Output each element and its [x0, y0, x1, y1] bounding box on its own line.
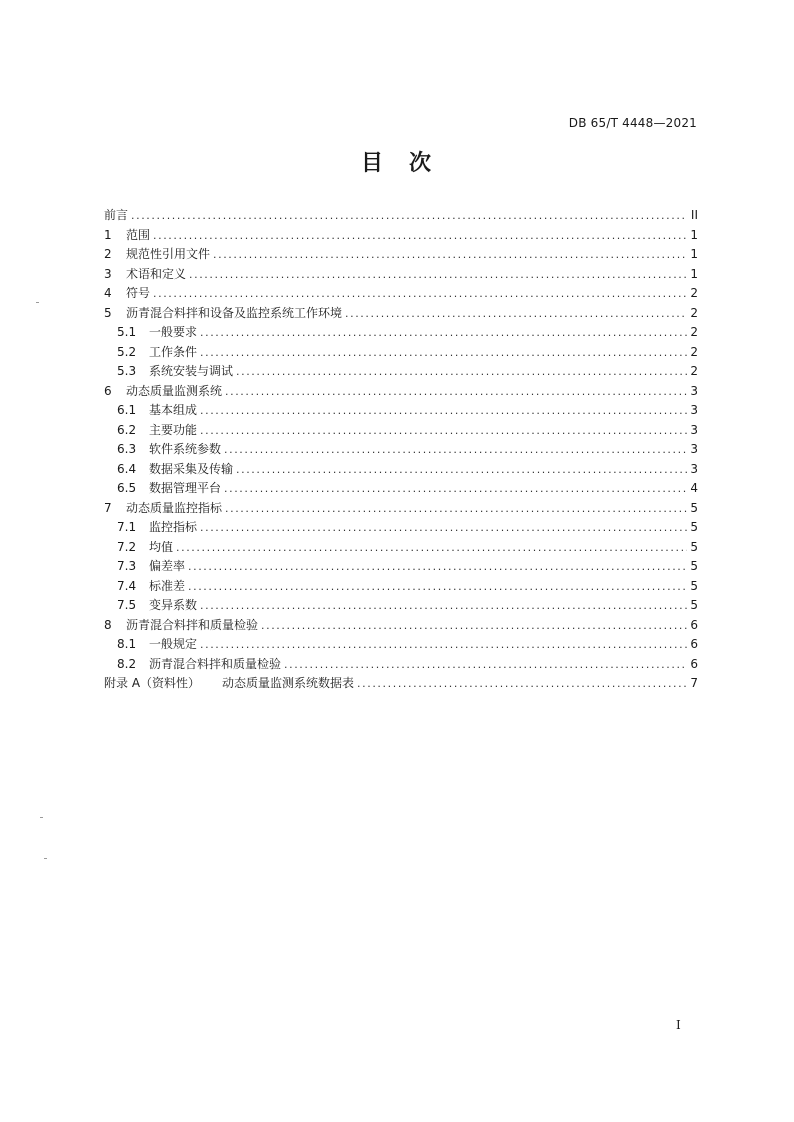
toc-entry-page: 2 [690, 344, 698, 359]
dot-leader [200, 596, 687, 616]
toc-entry-number: 4 [104, 286, 112, 300]
toc-entry-7-5[interactable] [104, 596, 698, 616]
toc-entry-label: 术语和定义 [126, 266, 187, 281]
dot-leader [213, 245, 687, 265]
toc-entry-label: 软件系统参数 [149, 442, 222, 456]
toc-entry-number: 6.5 [117, 481, 137, 495]
toc-entry-number: 5.1 [117, 325, 137, 339]
toc-entry-label: 沥青混合料拌和质量检验 [126, 617, 259, 632]
toc-entry-page: 6 [690, 656, 698, 671]
toc-entry-page: 7 [690, 676, 698, 690]
toc-entry-5-1[interactable] [104, 323, 698, 343]
toc-entry-number: 7.2 [117, 539, 137, 554]
toc-entry-label: 工作条件 [149, 344, 198, 359]
toc-entry-number: 6 [104, 383, 112, 398]
dot-leader [200, 421, 687, 441]
dot-leader [153, 284, 687, 304]
toc-entry-6[interactable] [104, 382, 698, 402]
dot-leader [284, 655, 687, 675]
toc-entry-label: 偏差率 [149, 559, 186, 573]
toc-entry-appendix-a[interactable] [104, 674, 698, 694]
toc-entry-number: 6.1 [117, 403, 137, 417]
toc-entry-number: 7 [104, 500, 112, 515]
toc-entry-7-2[interactable] [104, 538, 698, 558]
dot-leader [200, 323, 687, 343]
toc-entry-8[interactable] [104, 616, 698, 636]
toc-entry-page: 2 [690, 305, 698, 320]
dot-leader [225, 382, 687, 402]
toc-entry-label: 系统安装与调试 [149, 364, 234, 378]
toc-entry-number: 8.2 [117, 656, 137, 671]
toc-entry-8-1[interactable] [104, 635, 698, 655]
toc-entry-number: 6.3 [117, 442, 137, 456]
toc-entry-5-2[interactable] [104, 343, 698, 363]
toc-entry-page: 5 [690, 500, 698, 515]
toc-entry-6-1[interactable] [104, 401, 698, 421]
toc-entry-8-2[interactable] [104, 655, 698, 675]
dot-leader [357, 674, 687, 694]
toc-entry-page: 3 [690, 403, 698, 417]
dot-leader [200, 343, 687, 363]
toc-entry-number: 5.3 [117, 364, 137, 378]
dot-leader [225, 499, 687, 519]
toc-entry-number: 8 [104, 617, 112, 632]
toc-entry-page: 5 [690, 578, 698, 593]
dot-leader [176, 538, 687, 558]
toc-entry-page: 1 [690, 266, 698, 281]
toc-entry-4[interactable] [104, 284, 698, 304]
toc-entry-label: 沥青混合料拌和质量检验 [149, 656, 282, 671]
toc-entry-label: 规范性引用文件 [126, 247, 211, 261]
document-code: DB 65/T 4448—2021 [568, 116, 697, 130]
toc-entry-number: 2 [104, 247, 112, 261]
dot-leader [153, 226, 687, 246]
dot-leader [224, 440, 687, 460]
toc-entry-7-3[interactable] [104, 557, 698, 577]
toc-entry-number: 1 [104, 227, 112, 242]
scan-speck [36, 302, 39, 303]
toc-entry-page: 2 [690, 286, 698, 300]
toc-entry-label: 数据采集及传输 [149, 461, 234, 476]
toc-entry-number: 6.4 [117, 461, 137, 476]
dot-leader [345, 304, 687, 324]
toc-entry-page: 6 [690, 637, 698, 651]
toc-entry-6-5[interactable] [104, 479, 698, 499]
toc-entry-page: 5 [690, 559, 698, 573]
toc-entry-page: 5 [690, 539, 698, 554]
toc-entry-label: 一般要求 [149, 325, 198, 339]
toc-entry-5[interactable] [104, 304, 698, 324]
toc-entry-label: 动态质量监控指标 [126, 500, 223, 515]
toc-entry-page: 3 [690, 442, 698, 456]
toc-entry-6-2[interactable] [104, 421, 698, 441]
toc-entry-7-1[interactable] [104, 518, 698, 538]
toc-entry-number: 7.4 [117, 578, 137, 593]
toc-entry-7[interactable] [104, 499, 698, 519]
toc-entry-number: 5 [104, 305, 112, 320]
toc-entry-number: 6.2 [117, 422, 137, 437]
toc-entry-label: 动态质量监测系统 [126, 383, 223, 398]
toc-entry-2[interactable] [104, 245, 698, 265]
toc-entry-page: 1 [690, 227, 698, 242]
toc-entry-page: 1 [690, 247, 698, 261]
dot-leader [131, 206, 687, 226]
toc-entry-number: 3 [104, 266, 112, 281]
toc-entry-page: II [690, 208, 698, 222]
toc-entry-number: 5.2 [117, 344, 137, 359]
toc-entry-label: 监控指标 [149, 520, 198, 534]
toc-entry-page: 3 [690, 422, 698, 437]
toc-entry-label: 标准差 [149, 578, 186, 593]
toc-entry-5-3[interactable] [104, 362, 698, 382]
toc-entry-number: 7.5 [117, 598, 137, 612]
toc-entry-label: 沥青混合料拌和设备及监控系统工作环境 [126, 305, 343, 320]
page-number: I [676, 1018, 681, 1032]
toc-entry-page: 5 [690, 598, 698, 612]
toc-entry-page: 3 [690, 383, 698, 398]
toc-entry-label: 基本组成 [149, 403, 198, 417]
toc-entry-6-3[interactable] [104, 440, 698, 460]
toc-entry-page: 2 [690, 325, 698, 339]
toc-entry-page: 6 [690, 617, 698, 632]
page-title: 目 次 [360, 151, 433, 176]
scan-speck [44, 858, 47, 859]
toc-entry-label: 范围 [126, 227, 151, 242]
dot-leader [200, 518, 687, 538]
toc-entry-label: 动态质量监测系统数据表 [222, 676, 355, 690]
appendix-prefix: 附录 A（资料性） [104, 676, 201, 690]
toc-entry-label: 数据管理平台 [149, 481, 222, 495]
dot-leader [224, 479, 687, 499]
toc-entry-label: 符号 [126, 286, 151, 300]
dot-leader [189, 265, 687, 285]
toc-entry-number: 8.1 [117, 637, 137, 651]
toc-entry-1[interactable] [104, 226, 698, 246]
scan-speck [40, 817, 43, 818]
toc-entry-page: 3 [690, 461, 698, 476]
toc-entry-label: 一般规定 [149, 637, 198, 651]
dot-leader [188, 577, 687, 597]
toc-entry-label: 均值 [149, 539, 174, 554]
toc-entry-foreword[interactable] [104, 206, 698, 226]
toc-entry-number: 7.3 [117, 559, 137, 573]
toc-entry-6-4[interactable] [104, 460, 698, 480]
toc-entry-7-4[interactable] [104, 577, 698, 597]
dot-leader [236, 460, 687, 480]
toc-entry-page: 5 [690, 520, 698, 534]
dot-leader [261, 616, 687, 636]
toc-entry-3[interactable] [104, 265, 698, 285]
toc-entry-label: 前言 [104, 208, 129, 222]
toc-entry-number: 7.1 [117, 520, 137, 534]
table-of-contents [104, 206, 698, 694]
toc-entry-page: 2 [690, 364, 698, 378]
toc-entry-label: 主要功能 [149, 422, 198, 437]
toc-entry-page: 4 [690, 481, 698, 495]
dot-leader [236, 362, 687, 382]
dot-leader [200, 635, 687, 655]
dot-leader [200, 401, 687, 421]
dot-leader [188, 557, 687, 577]
toc-entry-label: 变异系数 [149, 598, 198, 612]
